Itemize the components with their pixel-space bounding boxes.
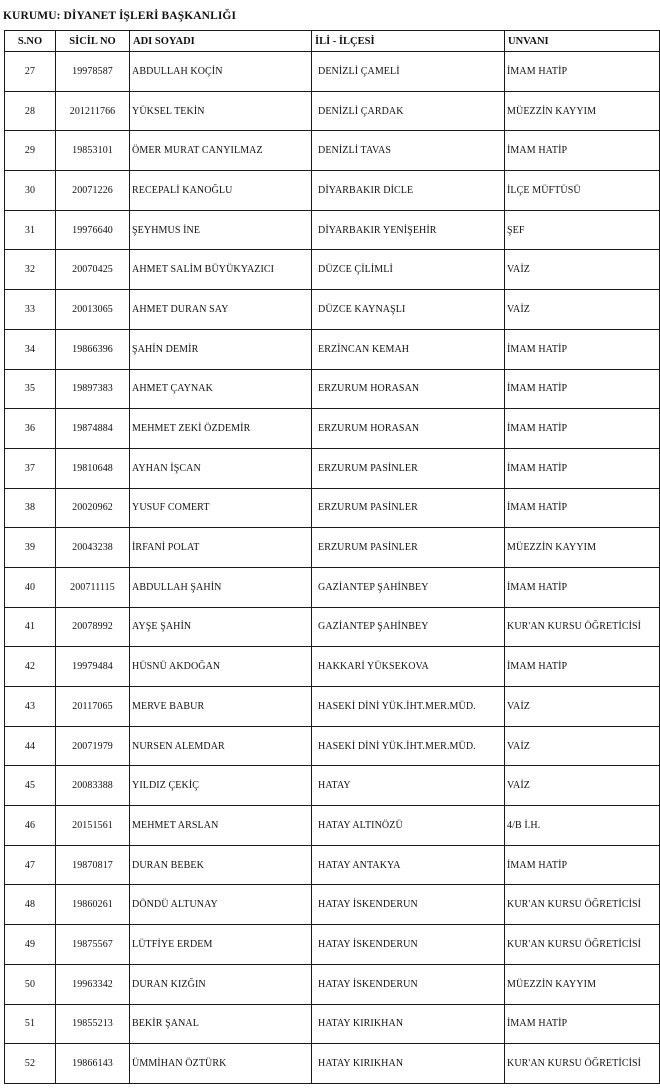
institution-header: KURUMU: DİYANET İŞLERİ BAŞKANLIĞI: [3, 10, 237, 22]
cell-sicil: 19860261: [56, 885, 130, 925]
table-row: [5, 171, 660, 211]
cell-no: 45: [5, 766, 56, 806]
personnel-table: [4, 30, 660, 1084]
cell-city: DÜZCE KAYNAŞLI: [312, 290, 505, 330]
cell-sicil: 19875567: [56, 925, 130, 965]
cell-no: 39: [5, 528, 56, 568]
cell-sicil: 19866396: [56, 329, 130, 369]
table-row: [5, 329, 660, 369]
table-row: [5, 607, 660, 647]
column-header-city: İLİ - İLÇESİ: [312, 31, 505, 52]
cell-title: VAİZ: [505, 290, 660, 330]
cell-name: BEKİR ŞANAL: [130, 1004, 312, 1044]
cell-name: İRFANİ POLAT: [130, 528, 312, 568]
cell-sicil: 19855213: [56, 1004, 130, 1044]
column-header-sicil: SİCİL NO: [56, 31, 130, 52]
cell-no: 49: [5, 925, 56, 965]
cell-no: 44: [5, 726, 56, 766]
cell-title: MÜEZZİN KAYYIM: [505, 91, 660, 131]
cell-title: 4/B İ.H.: [505, 806, 660, 846]
cell-title: İMAM HATİP: [505, 647, 660, 687]
table-row: [5, 448, 660, 488]
table-row: [5, 91, 660, 131]
cell-no: 27: [5, 52, 56, 92]
cell-no: 34: [5, 329, 56, 369]
cell-name: MEHMET ARSLAN: [130, 806, 312, 846]
cell-city: HATAY ANTAKYA: [312, 845, 505, 885]
cell-title: İLÇE MÜFTÜSÜ: [505, 171, 660, 211]
cell-no: 48: [5, 885, 56, 925]
cell-name: YUSUF COMERT: [130, 488, 312, 528]
cell-sicil: 19870817: [56, 845, 130, 885]
cell-city: HATAY İSKENDERUN: [312, 925, 505, 965]
cell-no: 32: [5, 250, 56, 290]
cell-city: ERZURUM HORASAN: [312, 409, 505, 449]
cell-title: KUR'AN KURSU ÖĞRETİCİSİ: [505, 607, 660, 647]
cell-sicil: 19853101: [56, 131, 130, 171]
cell-city: HATAY KIRIKHAN: [312, 1044, 505, 1084]
table-header: [5, 31, 660, 52]
cell-sicil: 20020962: [56, 488, 130, 528]
cell-no: 40: [5, 567, 56, 607]
cell-city: HATAY İSKENDERUN: [312, 885, 505, 925]
cell-sicil: 19897383: [56, 369, 130, 409]
cell-sicil: 19976640: [56, 210, 130, 250]
cell-city: ERZURUM HORASAN: [312, 369, 505, 409]
cell-name: AYŞE ŞAHİN: [130, 607, 312, 647]
cell-city: GAZİANTEP ŞAHİNBEY: [312, 607, 505, 647]
table-row: [5, 647, 660, 687]
cell-city: ERZURUM PASİNLER: [312, 488, 505, 528]
cell-no: 50: [5, 964, 56, 1004]
cell-title: İMAM HATİP: [505, 52, 660, 92]
cell-sicil: 19978587: [56, 52, 130, 92]
cell-title: İMAM HATİP: [505, 131, 660, 171]
cell-sicil: 20078992: [56, 607, 130, 647]
cell-no: 33: [5, 290, 56, 330]
table-header-row: [5, 31, 660, 52]
cell-no: 51: [5, 1004, 56, 1044]
cell-title: İMAM HATİP: [505, 409, 660, 449]
table-row: [5, 567, 660, 607]
cell-city: GAZİANTEP ŞAHİNBEY: [312, 567, 505, 607]
cell-no: 41: [5, 607, 56, 647]
table-row: [5, 885, 660, 925]
cell-no: 52: [5, 1044, 56, 1084]
table-row: [5, 806, 660, 846]
cell-name: AHMET SALİM BÜYÜKYAZICI: [130, 250, 312, 290]
table-row: [5, 925, 660, 965]
cell-name: ŞAHİN DEMİR: [130, 329, 312, 369]
cell-city: HATAY İSKENDERUN: [312, 964, 505, 1004]
cell-city: HASEKİ DİNİ YÜK.İHT.MER.MÜD.: [312, 687, 505, 727]
cell-sicil: 20043238: [56, 528, 130, 568]
cell-sicil: 19963342: [56, 964, 130, 1004]
cell-sicil: 200711115: [56, 567, 130, 607]
table-row: [5, 488, 660, 528]
cell-name: NURSEN ALEMDAR: [130, 726, 312, 766]
cell-no: 36: [5, 409, 56, 449]
cell-city: DENİZLİ ÇARDAK: [312, 91, 505, 131]
cell-sicil: 201211766: [56, 91, 130, 131]
table-row: [5, 845, 660, 885]
cell-no: 43: [5, 687, 56, 727]
table-row: [5, 369, 660, 409]
cell-name: MEHMET ZEKİ ÖZDEMİR: [130, 409, 312, 449]
table-row: [5, 210, 660, 250]
cell-city: DÜZCE ÇİLİMLİ: [312, 250, 505, 290]
cell-no: 30: [5, 171, 56, 211]
cell-name: AHMET DURAN SAY: [130, 290, 312, 330]
cell-name: HÜSNÜ AKDOĞAN: [130, 647, 312, 687]
cell-no: 37: [5, 448, 56, 488]
table-row: [5, 52, 660, 92]
table-row: [5, 687, 660, 727]
cell-city: ERZURUM PASİNLER: [312, 448, 505, 488]
table-body: [5, 52, 660, 1084]
cell-sicil: 19874884: [56, 409, 130, 449]
cell-name: AHMET ÇAYNAK: [130, 369, 312, 409]
cell-title: İMAM HATİP: [505, 488, 660, 528]
cell-sicil: 20151561: [56, 806, 130, 846]
cell-title: VAİZ: [505, 726, 660, 766]
cell-sicil: 20013065: [56, 290, 130, 330]
table-row: [5, 1044, 660, 1084]
cell-title: MÜEZZİN KAYYIM: [505, 964, 660, 1004]
cell-city: HATAY: [312, 766, 505, 806]
cell-name: ŞEYHMUS İNE: [130, 210, 312, 250]
cell-title: İMAM HATİP: [505, 369, 660, 409]
cell-sicil: 20070425: [56, 250, 130, 290]
cell-title: KUR'AN KURSU ÖĞRETİCİSİ: [505, 1044, 660, 1084]
cell-name: DURAN BEBEK: [130, 845, 312, 885]
cell-city: HATAY ALTINÖZÜ: [312, 806, 505, 846]
cell-sicil: 20071979: [56, 726, 130, 766]
column-header-no: S.NO: [5, 31, 56, 52]
column-header-title: UNVANI: [505, 31, 660, 52]
cell-sicil: 19866143: [56, 1044, 130, 1084]
cell-sicil: 20083388: [56, 766, 130, 806]
cell-no: 31: [5, 210, 56, 250]
cell-name: ÜMMİHAN ÖZTÜRK: [130, 1044, 312, 1084]
cell-city: HAKKARİ YÜKSEKOVA: [312, 647, 505, 687]
cell-city: DENİZLİ ÇAMELİ: [312, 52, 505, 92]
cell-title: İMAM HATİP: [505, 1004, 660, 1044]
cell-title: KUR'AN KURSU ÖĞRETİCİSİ: [505, 925, 660, 965]
cell-city: ERZURUM PASİNLER: [312, 528, 505, 568]
cell-sicil: 20071226: [56, 171, 130, 211]
cell-name: ÖMER MURAT CANYILMAZ: [130, 131, 312, 171]
table-row: [5, 250, 660, 290]
table-row: [5, 290, 660, 330]
cell-name: DURAN KIZĞIN: [130, 964, 312, 1004]
cell-city: DİYARBAKIR YENİŞEHİR: [312, 210, 505, 250]
cell-title: KUR'AN KURSU ÖĞRETİCİSİ: [505, 885, 660, 925]
table-row: [5, 409, 660, 449]
cell-name: YÜKSEL TEKİN: [130, 91, 312, 131]
cell-name: ABDULLAH KOÇİN: [130, 52, 312, 92]
cell-no: 38: [5, 488, 56, 528]
cell-city: HASEKİ DİNİ YÜK.İHT.MER.MÜD.: [312, 726, 505, 766]
cell-city: HATAY KIRIKHAN: [312, 1004, 505, 1044]
cell-title: İMAM HATİP: [505, 448, 660, 488]
cell-title: VAİZ: [505, 766, 660, 806]
table-row: [5, 766, 660, 806]
cell-title: VAİZ: [505, 687, 660, 727]
cell-sicil: 19979484: [56, 647, 130, 687]
cell-sicil: 20117065: [56, 687, 130, 727]
cell-name: AYHAN İŞCAN: [130, 448, 312, 488]
table-row: [5, 964, 660, 1004]
column-header-name: ADI SOYADI: [130, 31, 312, 52]
cell-title: VAİZ: [505, 250, 660, 290]
cell-name: RECEPALİ KANOĞLU: [130, 171, 312, 211]
cell-no: 29: [5, 131, 56, 171]
cell-sicil: 19810648: [56, 448, 130, 488]
cell-no: 46: [5, 806, 56, 846]
cell-name: DÖNDÜ ALTUNAY: [130, 885, 312, 925]
cell-title: İMAM HATİP: [505, 845, 660, 885]
table-row: [5, 1004, 660, 1044]
cell-title: MÜEZZİN KAYYIM: [505, 528, 660, 568]
cell-title: ŞEF: [505, 210, 660, 250]
cell-title: İMAM HATİP: [505, 567, 660, 607]
table-row: [5, 528, 660, 568]
cell-no: 28: [5, 91, 56, 131]
cell-name: YILDIZ ÇEKİÇ: [130, 766, 312, 806]
cell-name: LÜTFİYE ERDEM: [130, 925, 312, 965]
cell-no: 47: [5, 845, 56, 885]
cell-title: İMAM HATİP: [505, 329, 660, 369]
table-row: [5, 131, 660, 171]
cell-no: 35: [5, 369, 56, 409]
cell-city: ERZİNCAN KEMAH: [312, 329, 505, 369]
table-row: [5, 726, 660, 766]
cell-no: 42: [5, 647, 56, 687]
cell-city: DENİZLİ TAVAS: [312, 131, 505, 171]
cell-name: ABDULLAH ŞAHİN: [130, 567, 312, 607]
cell-name: MERVE BABUR: [130, 687, 312, 727]
cell-city: DİYARBAKIR DİCLE: [312, 171, 505, 211]
